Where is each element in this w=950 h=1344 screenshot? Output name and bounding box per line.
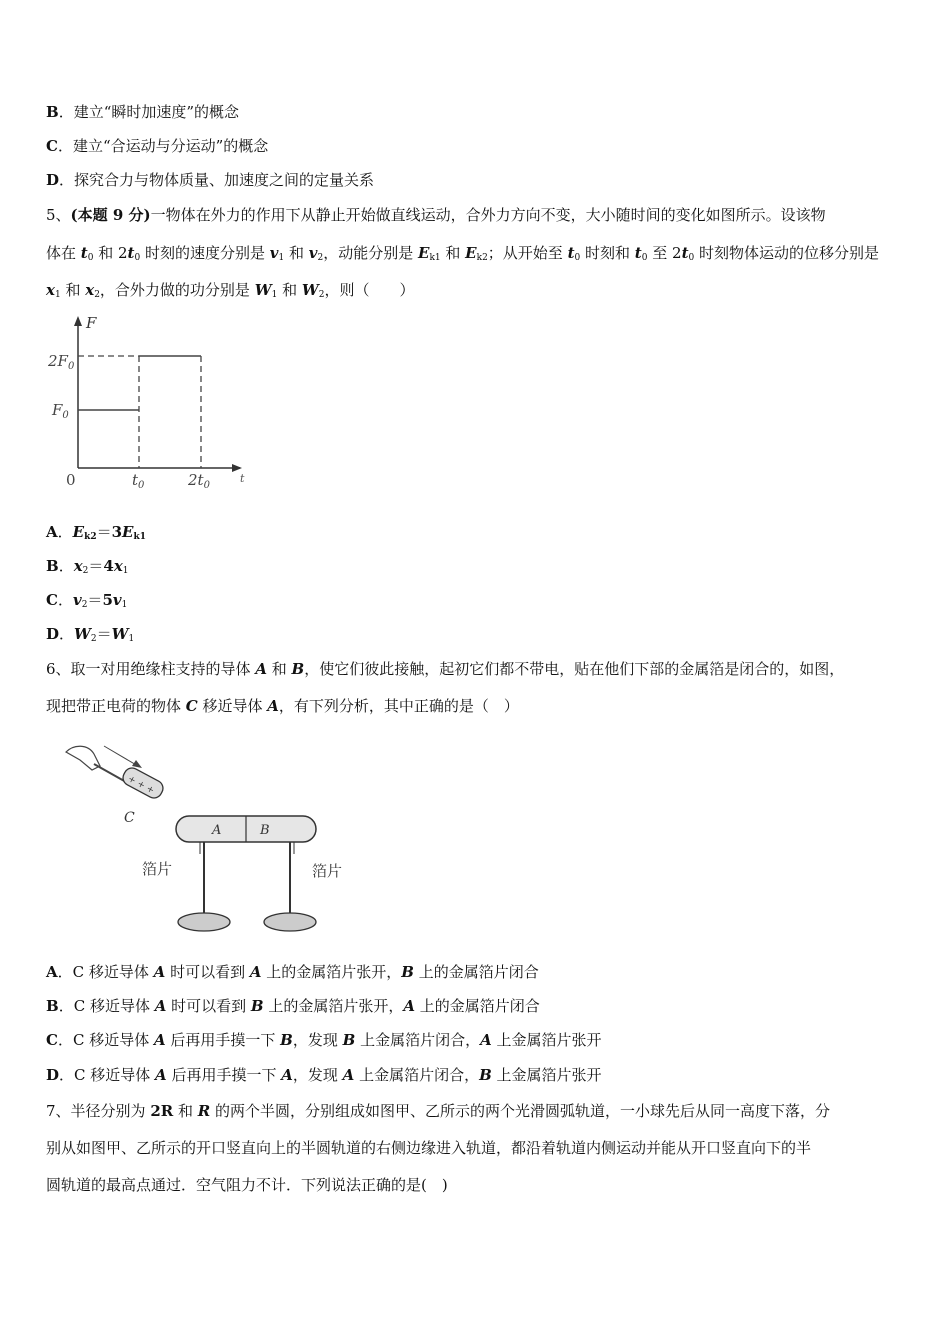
conductor-figure: [54, 730, 364, 950]
q6-option-a: A．C 移近导体 A 时可以看到 A 上的金属箔片张开，B 上的金属箔片闭合: [46, 963, 539, 981]
q7-stem-line3: 圆轨道的最高点通过．空气阻力不计．下列说法正确的是( ): [46, 1176, 448, 1194]
label-b: B: [260, 823, 270, 838]
q5-option-d: D．$W_2=W_1$: [46, 625, 135, 644]
tick-2t0: $2t_0$: [188, 471, 210, 491]
q6-option-c: C．C 移近导体 A 后再用手摸一下 B，发现 B 上金属箔片闭合，A 上金属箔片张开: [46, 1031, 602, 1049]
label-c: C: [124, 810, 135, 826]
label-a: A: [212, 823, 222, 838]
t-axis-arrow-icon: [232, 464, 242, 472]
f-axis-label: F: [86, 314, 97, 332]
t-axis-label: t: [240, 472, 245, 485]
q4-option-b: B．建立“瞬时加速度”的概念: [46, 103, 240, 121]
tick-2f0: $2F_0$: [48, 352, 75, 372]
q5-option-a: A．$E_{k2}=3E_{k1}$: [46, 523, 146, 542]
q5-option-b: B．$x_2=4x_1$: [46, 557, 129, 576]
q5-stem-line3: $x_1$ 和 $x_2$，合外力做的功分别是 $W_1$ 和 $W_2$，则（ ）: [46, 281, 415, 300]
f-axis-arrow-icon: [74, 316, 82, 326]
q6-option-b: B．C 移近导体 A 时可以看到 B 上的金属箔片张开，A 上的金属箔片闭合: [46, 997, 540, 1015]
tick-t0: $t_0$: [132, 471, 145, 491]
foil-label-left: 箔片: [142, 860, 173, 878]
q5-stem-line2: 体在 $t_0$ 和 $2t_0$ 时刻的速度分别是 $v_1$ 和 $v_2$，动能分别是 $E_{k1}$ 和 $E_{k2}$；从开始至 $t_0$ 时刻和 $t_0$ 至 $2t_0$ 时刻物体运动的位移分别是: [46, 244, 880, 263]
tick-f0: $F_0$: [52, 401, 69, 421]
hand-icon: [66, 746, 100, 770]
origin-label: 0: [66, 471, 76, 489]
base-right: [264, 913, 316, 931]
svg-text:+ + +: + + +: [126, 774, 156, 797]
q5-option-c: C．$v_2=5v_1$: [46, 591, 128, 610]
q4-option-c: C．建立“合运动与分运动”的概念: [46, 137, 269, 155]
q6-stem-line1: 6、取一对用绝缘柱支持的导体 A 和 B，使它们彼此接触，起初它们都不带电，贴在他们下部的金属箔是闭合的，如图，: [46, 660, 845, 678]
insulating-rod: [94, 764, 126, 782]
q7-stem-line2: 别从如图甲、乙所示的开口竖直向上的半圆轨道的右侧边缘进入轨道，都沿着轨道内侧运动并能从开口竖直向下的半: [46, 1139, 812, 1157]
q7-stem-line1: 7、半径分别为 2R 和 R 的两个半圆，分别组成如图甲、乙所示的两个光滑圆弧轨道，一小球先后从同一高度下落，分: [46, 1102, 831, 1120]
base-left: [178, 913, 230, 931]
q5-stem-line1: 5、(本题 9 分)一物体在外力的作用下从静止开始做直线运动，合外力方向不变，大小随时间的变化如图所示。设该物: [46, 206, 826, 224]
foil-label-right: 箔片: [312, 862, 343, 880]
q6-option-d: D．C 移近导体 A 后再用手摸一下 A，发现 A 上金属箔片闭合，B 上金属箔片张开: [46, 1066, 602, 1084]
motion-arrow-icon: [132, 760, 142, 768]
q4-option-d: D．探究合力与物体质量、加速度之间的定量关系: [46, 171, 375, 189]
force-time-graph: [44, 310, 254, 500]
q6-stem-line2: 现把带正电荷的物体 C 移近导体 A，有下列分析，其中正确的是（ ）: [46, 697, 519, 715]
motion-arrow: [104, 746, 138, 766]
